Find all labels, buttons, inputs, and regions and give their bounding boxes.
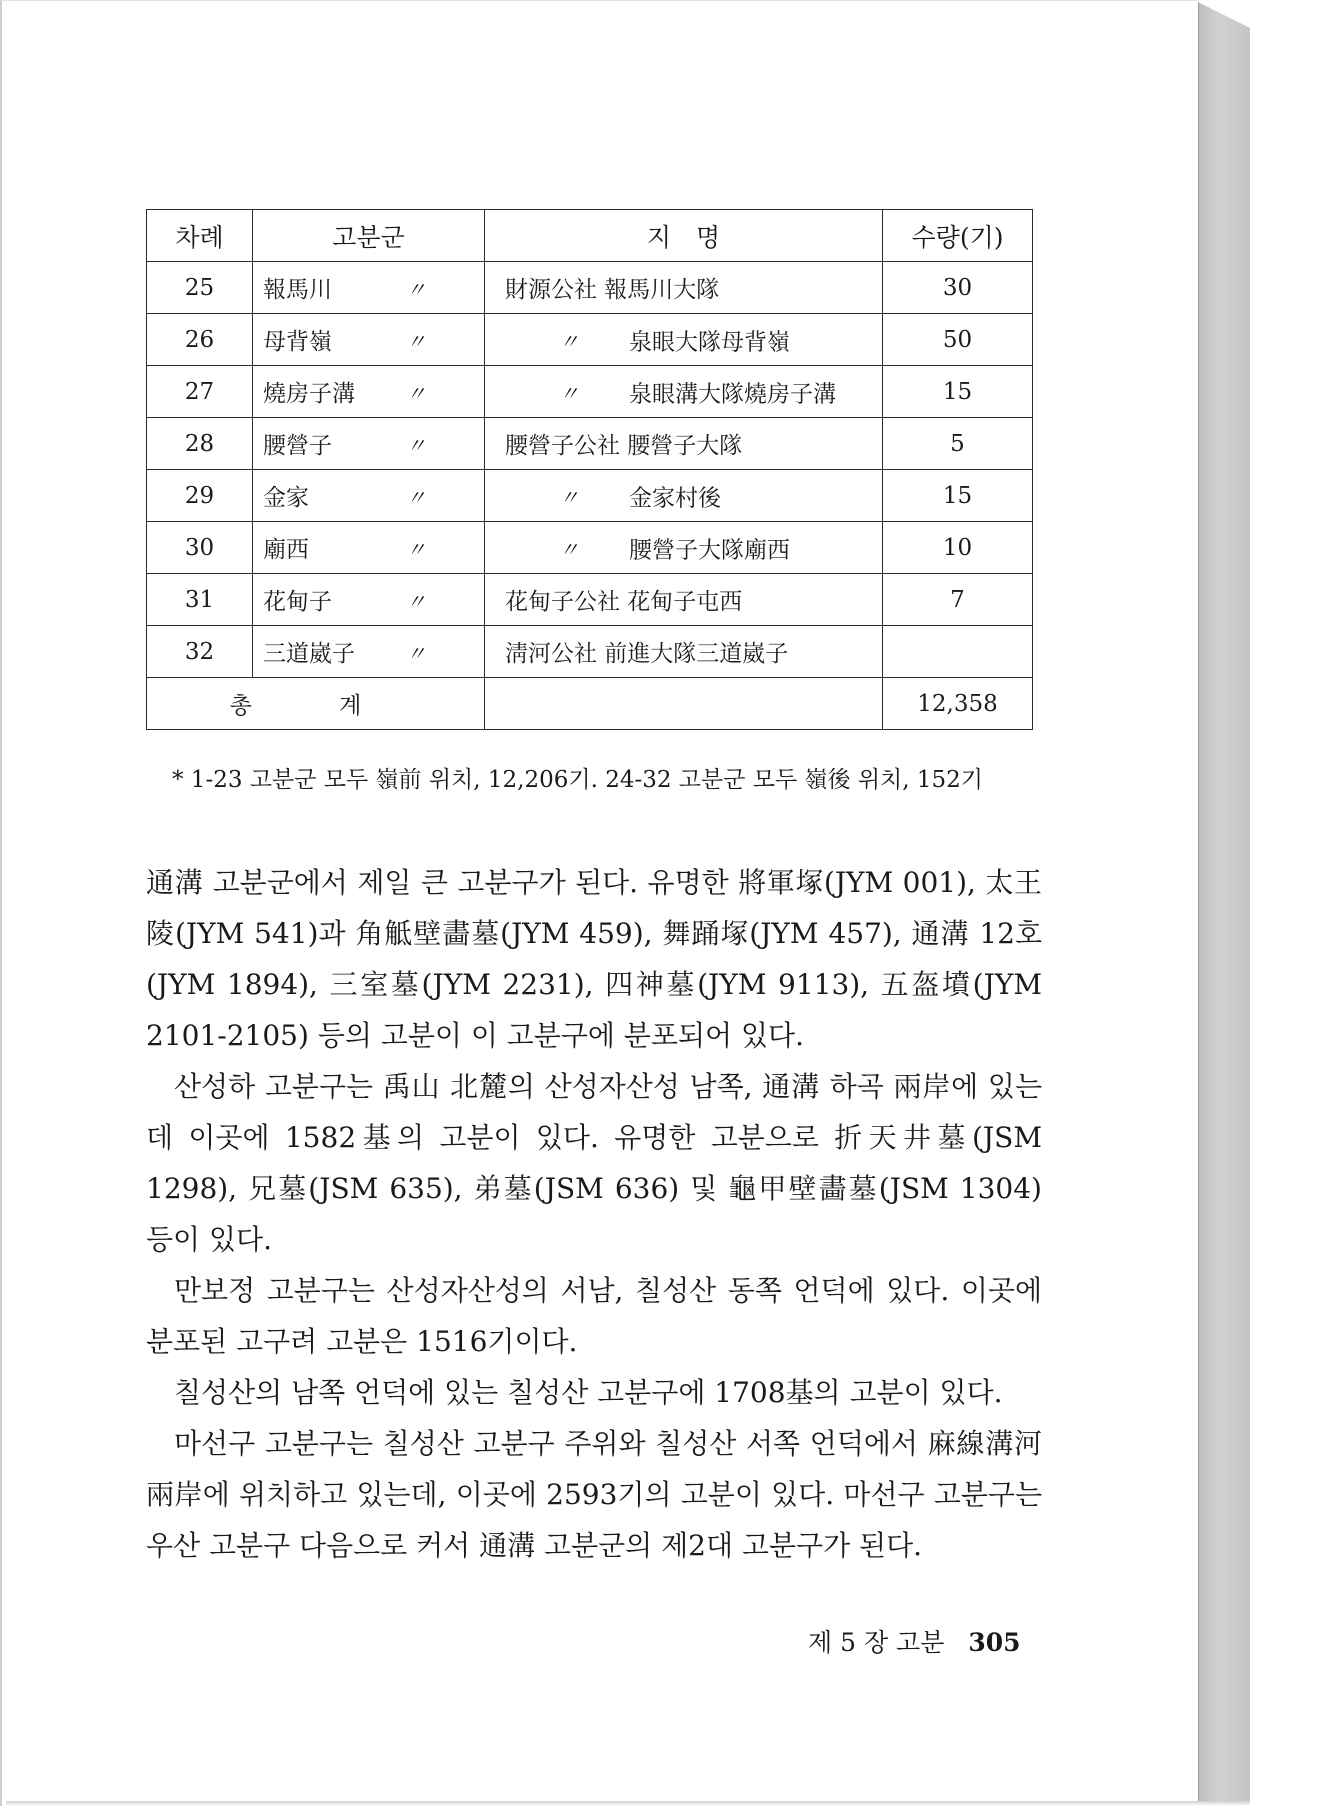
row-place-name [485, 262, 883, 314]
page-shadow [6, 1801, 1250, 1806]
row-tomb-group [253, 470, 485, 522]
tomb-group-name: 報馬川 [263, 277, 332, 303]
ditto-mark: 〃 [406, 485, 426, 509]
header-count: 수량(기) [883, 210, 1033, 262]
ditto-mark: 〃 [559, 537, 579, 561]
ditto-mark: 〃 [406, 537, 426, 561]
total-label: 총 계 [147, 678, 485, 730]
row-tomb-group [253, 574, 485, 626]
table-row [147, 522, 1033, 574]
ditto-mark: 〃 [406, 277, 426, 301]
ditto-mark: 〃 [406, 641, 426, 665]
row-count [883, 626, 1033, 678]
body-text [146, 857, 1042, 1571]
ditto-mark: 〃 [406, 329, 426, 353]
header-tomb-group: 고분군 [253, 210, 485, 262]
row-tomb-group [253, 418, 485, 470]
ditto-mark: 〃 [406, 381, 426, 405]
row-count: 5 [883, 418, 1033, 470]
row-order: 28 [147, 418, 253, 470]
row-place-name [485, 522, 883, 574]
paragraph: 通溝 고분군에서 제일 큰 고분구가 된다. 유명한 將軍塚(JYM 001), 太王陵(JYM 541)과 角觝壁畵墓(JYM 459), 舞踊塚(JYM 457), 通溝 12호(JYM 1894), 三室墓(JYM 2231), 四神墓(JYM 9113), 五盔墳(JYM 2101-2105) 등의 고분이 이 고분구에 분포되어 있다. [146, 866, 1042, 1052]
chapter-title: 제 5 장 고분 [808, 1628, 945, 1657]
row-order: 27 [147, 366, 253, 418]
place-name: 腰營子公社 腰營子大隊 [505, 433, 743, 459]
page-stack-edge [1198, 2, 1250, 1802]
row-count: 10 [883, 522, 1033, 574]
row-place-name [485, 470, 883, 522]
tomb-group-name: 金家 [263, 485, 309, 511]
table-header-row [147, 210, 1033, 262]
row-count: 30 [883, 262, 1033, 314]
place-name: 財源公社 報馬川大隊 [505, 277, 720, 303]
tomb-group-name: 三道崴子 [263, 641, 355, 667]
page-edge-line [1198, 2, 1199, 1802]
place-name: 金家村後 [629, 485, 721, 511]
row-order: 25 [147, 262, 253, 314]
tomb-group-name: 燒房子溝 [263, 381, 355, 407]
row-count: 15 [883, 366, 1033, 418]
tomb-group-name: 廟西 [263, 537, 309, 563]
row-tomb-group [253, 522, 485, 574]
paragraph: 칠성산의 남쪽 언덕에 있는 칠성산 고분구에 1708基의 고분이 있다. [174, 1376, 1003, 1409]
row-count: 15 [883, 470, 1033, 522]
ditto-mark: 〃 [559, 329, 579, 353]
tomb-group-name: 母背嶺 [263, 329, 332, 355]
row-place-name [485, 314, 883, 366]
place-name: 淸河公社 前進大隊三道崴子 [505, 641, 789, 667]
table-row [147, 626, 1033, 678]
row-tomb-group [253, 314, 485, 366]
total-count: 12,358 [883, 678, 1033, 730]
table-row [147, 314, 1033, 366]
paragraph: 산성하 고분구는 禹山 北麓의 산성자산성 남쪽, 通溝 하곡 兩岸에 있는데 이곳에 1582基의 고분이 있다. 유명한 고분으로 折天井墓(JSM 1298), 兄墓(JSM 635), 弟墓(JSM 636) 및 龜甲壁畵墓(JSM 1304) 등이 있다. [146, 1070, 1042, 1256]
row-place-name [485, 366, 883, 418]
total-place [485, 678, 883, 730]
row-order: 30 [147, 522, 253, 574]
row-order: 29 [147, 470, 253, 522]
place-name: 腰營子大隊廟西 [629, 537, 790, 563]
page-number: 305 [968, 1628, 1021, 1657]
row-place-name [485, 626, 883, 678]
row-place-name [485, 418, 883, 470]
table-body [147, 262, 1033, 678]
table-row [147, 574, 1033, 626]
place-name: 泉眼溝大隊燒房子溝 [629, 381, 836, 407]
table-row [147, 470, 1033, 522]
row-tomb-group [253, 626, 485, 678]
table-row [147, 262, 1033, 314]
header-order: 차례 [147, 210, 253, 262]
row-place-name [485, 574, 883, 626]
ditto-mark: 〃 [559, 381, 579, 405]
paragraph: 만보정 고분구는 산성자산성의 서남, 칠성산 동쪽 언덕에 있다. 이곳에 분포된 고구려 고분은 1516기이다. [146, 1274, 1042, 1358]
row-count: 50 [883, 314, 1033, 366]
header-place-name: 지 명 [485, 210, 883, 262]
row-tomb-group [253, 366, 485, 418]
table-row [147, 418, 1033, 470]
page-footer [808, 1623, 1021, 1659]
tomb-group-name: 花甸子 [263, 589, 332, 615]
row-order: 32 [147, 626, 253, 678]
tomb-group-name: 腰營子 [263, 433, 332, 459]
table-footnote: * 1-23 고분군 모두 嶺前 위치, 12,206기. 24-32 고분군 모두 嶺後 위치, 152기 [172, 767, 984, 793]
tomb-group-table [146, 209, 1033, 730]
row-tomb-group [253, 262, 485, 314]
paragraph: 마선구 고분구는 칠성산 고분구 주위와 칠성산 서쪽 언덕에서 麻線溝河 兩岸에 위치하고 있는데, 이곳에 2593기의 고분이 있다. 마선구 고분구는 우산 고분구 다음으로 커서 通溝 고분군의 제2대 고분구가 된다. [146, 1427, 1042, 1562]
table-row [147, 366, 1033, 418]
row-order: 31 [147, 574, 253, 626]
place-name: 泉眼大隊母背嶺 [629, 329, 790, 355]
row-count: 7 [883, 574, 1033, 626]
ditto-mark: 〃 [406, 589, 426, 613]
ditto-mark: 〃 [559, 485, 579, 509]
ditto-mark: 〃 [406, 433, 426, 457]
place-name: 花甸子公社 花甸子屯西 [505, 589, 743, 615]
table-total-row [147, 678, 1033, 730]
row-order: 26 [147, 314, 253, 366]
